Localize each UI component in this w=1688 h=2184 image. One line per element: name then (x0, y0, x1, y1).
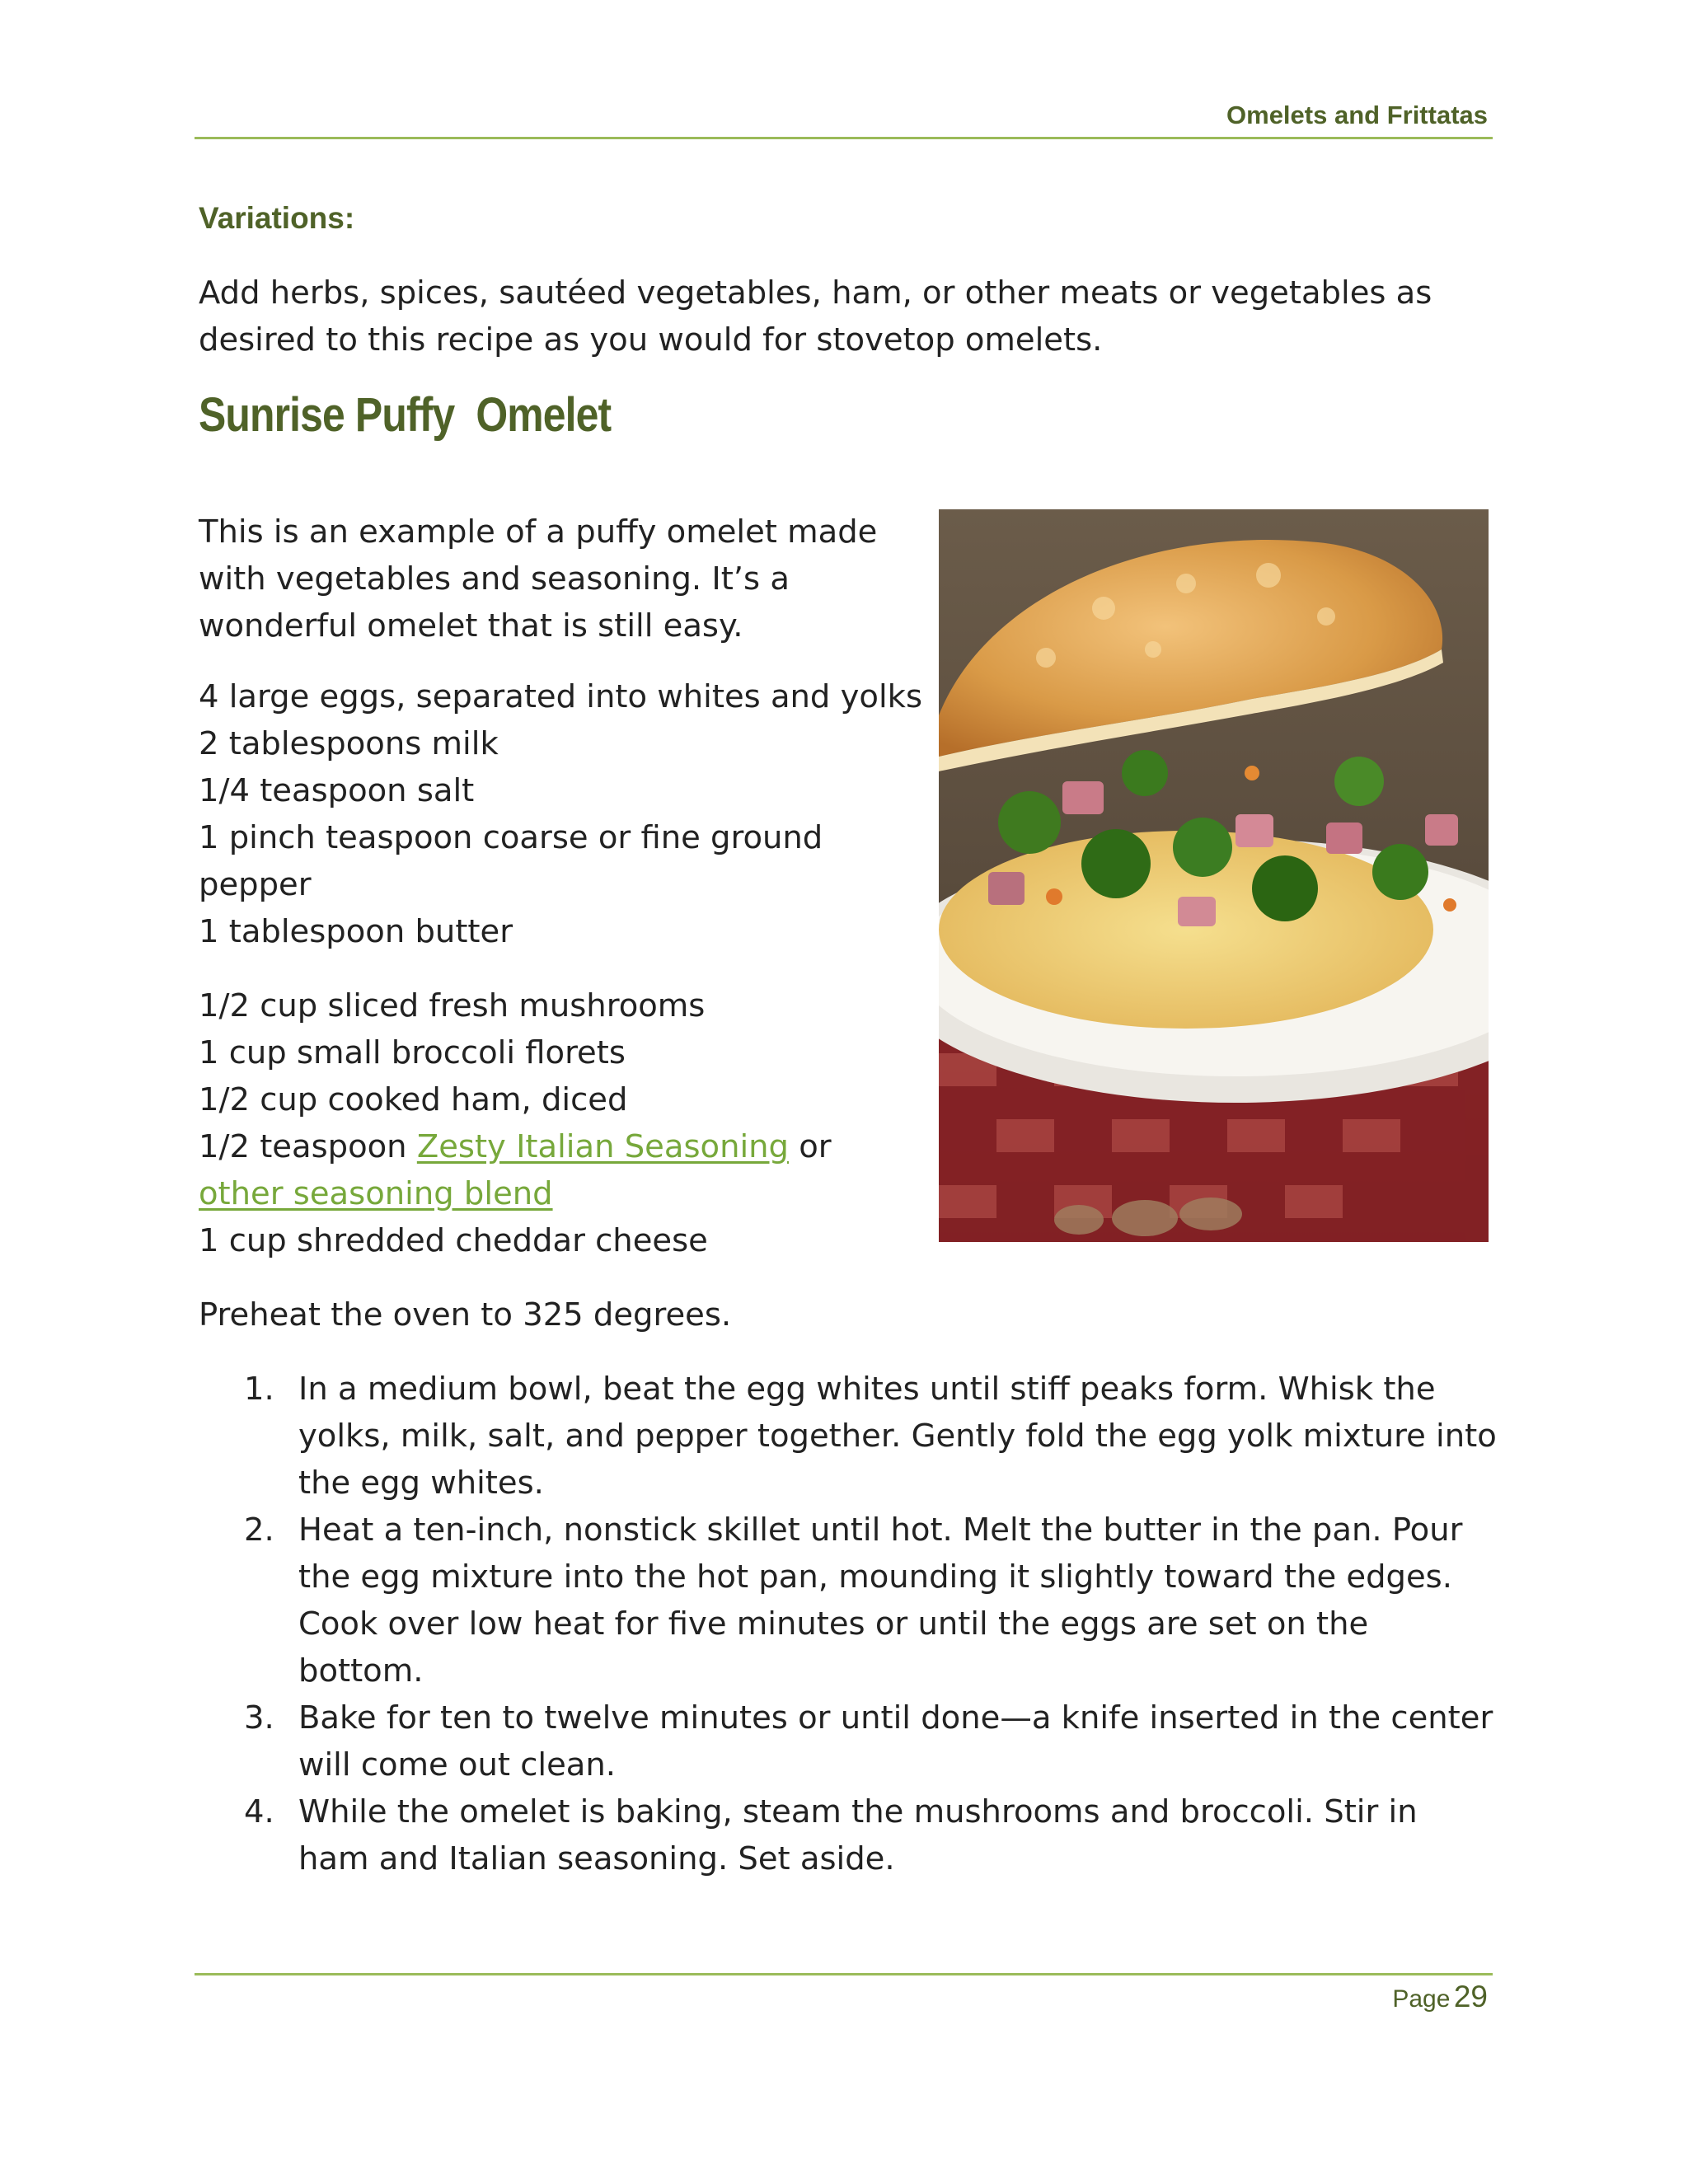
step-text: While the omelet is baking, steam the mushrooms and broccoli. Stir in ham and Italian seasoning. Set aside. (298, 1793, 1418, 1877)
method-step (244, 1788, 1497, 1882)
ingredient-item: 1/4 teaspoon salt (199, 772, 475, 809)
other-seasoning-blend-link[interactable]: other seasoning blend (199, 1175, 553, 1212)
ingredient-item: 1 cup shredded cheddar cheese (199, 1222, 708, 1259)
method-step (244, 1694, 1497, 1788)
ingredient-item: 1 cup small broccoli florets (199, 1034, 626, 1071)
step-number: 3. (244, 1699, 274, 1736)
ingredient-list-secondary (199, 982, 924, 1264)
ingredient-item: 1/2 cup sliced fresh mushrooms (199, 987, 706, 1024)
running-header (195, 97, 1493, 139)
step-number: 2. (244, 1511, 274, 1549)
page-label: Page (1392, 1985, 1451, 2013)
variations-heading: Variations: (199, 201, 355, 235)
step-number: 1. (244, 1371, 274, 1408)
omelet-photo (939, 509, 1489, 1242)
method-step (244, 1366, 1497, 1507)
ingredient-item-seasoning (199, 1123, 924, 1217)
ingredient-list-primary (199, 673, 924, 955)
footer-divider (195, 1973, 1493, 1975)
ingredient-item: 1 pinch teaspoon coarse or fine ground pepper (199, 819, 823, 903)
running-header-title: Omelets and Frittatas (1226, 101, 1488, 129)
zesty-italian-seasoning-link[interactable]: Zesty Italian Seasoning (416, 1128, 789, 1165)
page-number (1392, 1980, 1488, 2014)
step-number: 4. (244, 1793, 274, 1830)
step-text: Bake for ten to twelve minutes or until done—a knife inserted in the center will come out clean. (298, 1699, 1493, 1783)
ingredient-item: 2 tablespoons milk (199, 725, 499, 762)
variations-text: Add herbs, spices, sautéed vegetables, ham, or other meats or vegetables as desired to this recipe as you would for stovetop omelets. (199, 274, 1432, 359)
ingredient-item: 4 large eggs, separated into whites and yolks (199, 678, 922, 715)
page-number-value: 29 (1453, 1980, 1488, 2013)
method-steps (244, 1366, 1497, 1882)
ingredient-item: 1 tablespoon butter (199, 913, 513, 950)
ingredient-item: 1/2 cup cooked ham, diced (199, 1081, 628, 1118)
step-text: Heat a ten-inch, nonstick skillet until hot. Melt the butter in the pan. Pour the egg mixture into the hot pan, mounding it slightly toward the edges. Cook over low heat for five minutes or until the eggs are set on the bottom. (298, 1511, 1463, 1690)
recipe-title: Sunrise Puffy Omelet (199, 388, 612, 442)
step-text: In a medium bowl, beat the egg whites until stiff peaks form. Whisk the yolks, milk, salt, and pepper together. Gently fold the egg yolk mixture into the egg whites. (298, 1371, 1497, 1502)
seasoning-prefix: 1/2 teaspoon (199, 1128, 417, 1165)
preheat-instruction: Preheat the oven to 325 degrees. (199, 1296, 732, 1333)
seasoning-or: or (789, 1128, 832, 1165)
method-step (244, 1507, 1497, 1694)
recipe-intro: This is an example of a puffy omelet made with vegetables and seasoning. It’s a wonderful omelet that is still easy. (199, 513, 878, 644)
